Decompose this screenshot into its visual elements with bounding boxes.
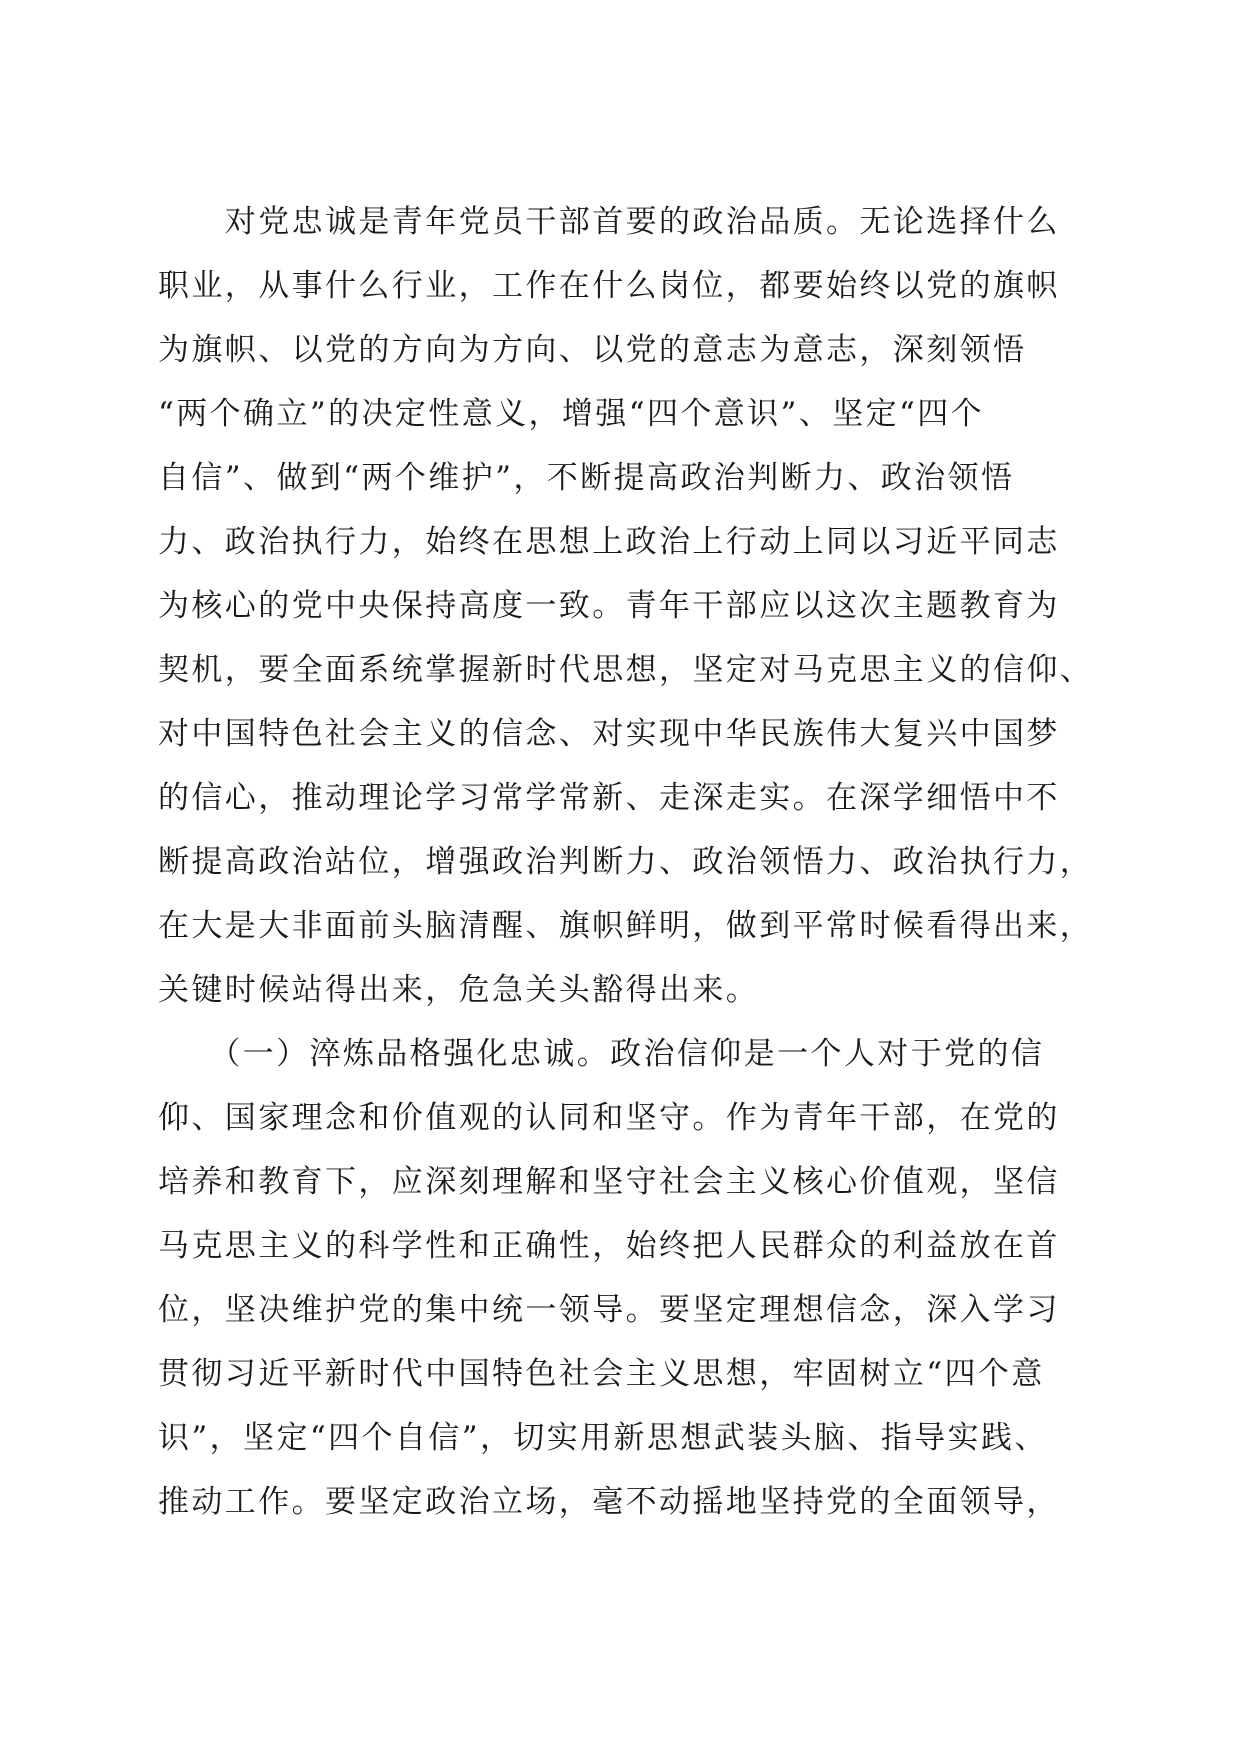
text-line: 关键时候站得出来，危急关头豁得出来。	[158, 972, 760, 1008]
text-line: 力、政治执行力，始终在思想上政治上行动上同以习近平同志	[158, 524, 1060, 560]
text-line: 为核心的党中央保持高度一致。青年干部应以这次主题教育为	[158, 588, 1060, 624]
paragraph	[158, 1022, 1078, 1534]
text-line: 的信心，推动理论学习常学常新、走深走实。在深学细悟中不	[158, 780, 1060, 816]
text-line: 对中国特色社会主义的信念、对实现中华民族伟大复兴中国梦	[158, 716, 1060, 752]
text-line: 为旗帜、以党的方向为方向、以党的意志为意志，深刻领悟	[158, 332, 1027, 368]
text-line: 对党忠诚是青年党员干部首要的政治品质。无论选择什么	[158, 204, 1060, 240]
text-line: 位，坚决维护党的集中统一领导。要坚定理想信念，深入学习	[158, 1292, 1060, 1328]
text-line: （一）淬炼品格强化忠诚。政治信仰是一个人对于党的信	[158, 1036, 1045, 1072]
text-line: 职业，从事什么行业，工作在什么岗位，都要始终以党的旗帜	[158, 268, 1060, 304]
text-line: 在大是大非面前头脑清醒、旗帜鲜明，做到平常时候看得出来，	[158, 908, 1094, 944]
text-line: 马克思主义的科学性和正确性，始终把人民群众的利益放在首	[158, 1228, 1060, 1264]
text-line: 仰、国家理念和价值观的认同和坚守。作为青年干部，在党的	[158, 1100, 1060, 1136]
paragraph	[158, 190, 1094, 1022]
text-line: 识”，坚定“四个自信”，切实用新思想武装头脑、指导实践、	[158, 1420, 1048, 1456]
text-line: 推动工作。要坚定政治立场，毫不动摇地坚持党的全面领导，	[158, 1484, 1060, 1520]
document-body	[158, 190, 1094, 1534]
text-line: 断提高政治站位，增强政治判断力、政治领悟力、政治执行力，	[158, 844, 1094, 880]
text-line: 贯彻习近平新时代中国特色社会主义思想，牢固树立“四个意	[158, 1356, 1045, 1392]
text-line: 培养和教育下，应深刻理解和坚守社会主义核心价值观，坚信	[158, 1164, 1060, 1200]
text-line: “两个确立”的决定性意义，增强“四个意识”、坚定“四个	[158, 396, 985, 432]
text-line: 自信”、做到“两个维护”，不断提高政治判断力、政治领悟	[158, 460, 1015, 496]
text-line: 契机，要全面系统掌握新时代思想，坚定对马克思主义的信仰、	[158, 652, 1094, 688]
